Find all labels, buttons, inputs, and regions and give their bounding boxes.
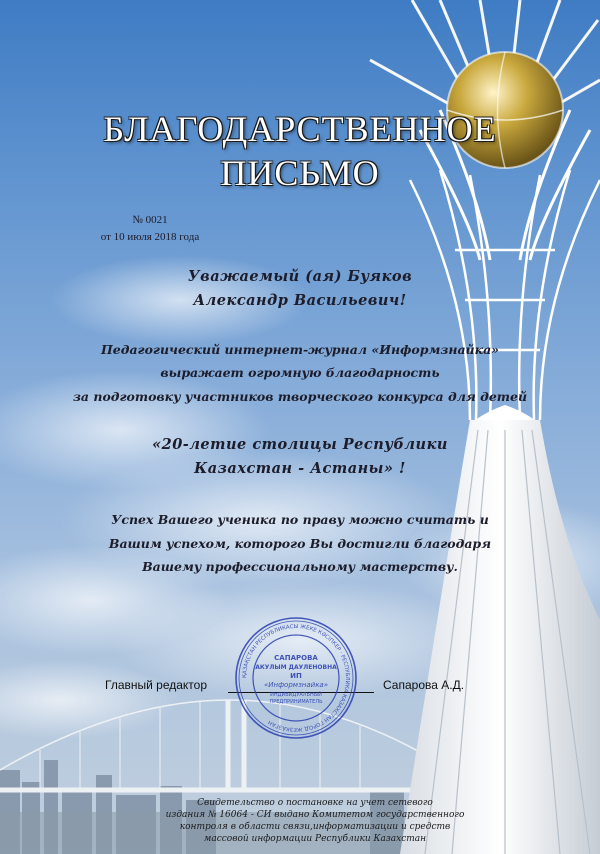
- certificate-title-line2: ПИСЬМО: [220, 153, 380, 193]
- stamp-line6: ПРЕДПРИНИМАТЕЛЬ: [269, 699, 323, 705]
- certificate-title-line1: БЛАГОДАРСТВЕННОЕ: [103, 109, 497, 149]
- signature-name: Сапарова А.Д.: [383, 678, 465, 692]
- success-line3: Вашему профессиональному мастерству.: [142, 559, 458, 574]
- stamp-line1: САПАРОВА: [274, 654, 318, 662]
- contest-line2: Казахстан - Астаны» !: [194, 460, 406, 477]
- document-date: от 10 июля 2018 года: [100, 231, 200, 243]
- body-line1: Педагогический интернет-журнал «Информзнайка»: [101, 342, 499, 357]
- footer-line1: Свидетельство о постановке на учет сетевого: [197, 798, 433, 808]
- stamp-line3: ИП: [290, 672, 302, 680]
- stamp-line2: АКУЛЫМ ДАУЛЕНОВНА: [255, 664, 337, 671]
- body-line2: выражает огромную благодарность: [160, 365, 440, 380]
- greeting-line1: Уважаемый (ая) Буяков: [187, 268, 413, 285]
- footer-line3: контроля в области связи,информатизации и средств: [179, 822, 451, 832]
- stamp-seal: [234, 616, 358, 740]
- stamp-line5: ИНДИВИДУАЛЬНЫЙ: [270, 692, 322, 698]
- svg-text:ҚАЗАҚСТАН РЕСПУБЛИКАСЫ ЖЕКЕ КӘ: ҚАЗАҚСТАН РЕСПУБЛИКАСЫ ЖЕКЕ КӘСІПКЕР · РЕСПУБЛИКА КАЗАХСТАН ГОРОД ЖЕЗКАЗГАН: [241, 623, 351, 733]
- contest-line1: «20-летие столицы Республики: [152, 436, 448, 453]
- body-line3: за подготовку участников творческого конкурса для детей: [72, 389, 528, 404]
- success-line2: Вашим успехом, которого Вы достигли благодаря: [108, 536, 492, 551]
- success-line1: Успех Вашего ученика по праву можно считать и: [111, 512, 489, 527]
- signature-role: Главный редактор: [105, 678, 208, 692]
- document-number: № 0021: [132, 214, 168, 226]
- stamp-line4: «Информзнайка»: [263, 681, 329, 689]
- footer-line4: массовой информации Республики Казахстан: [203, 834, 427, 844]
- footer-line2: издания № 16064 - СИ выдано Комитетом государственного: [165, 810, 465, 820]
- greeting-line2: Александр Васильевич!: [193, 292, 407, 309]
